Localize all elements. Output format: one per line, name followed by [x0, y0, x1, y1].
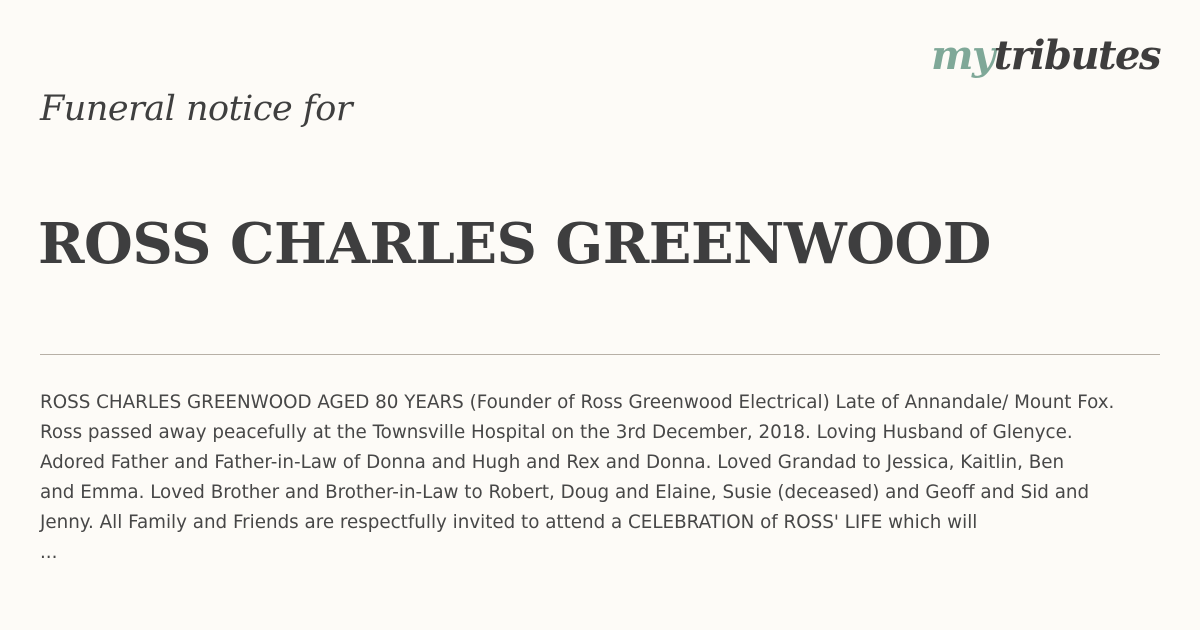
notice-line: and Emma. Loved Brother and Brother-in-Law to Robert, Doug and Elaine, Susie (deceased) and Geoff and Sid and: [40, 482, 1090, 503]
notice-body: [40, 388, 1196, 568]
notice-line: Jenny. All Family and Friends are respectfully invited to attend a CELEBRATION of ROSS' LIFE which will: [40, 512, 978, 533]
notice-line: Adored Father and Father-in-Law of Donna and Hugh and Rex and Donna. Loved Grandad to Jessica, Kaitlin, Ben: [40, 452, 1065, 473]
mytributes-logo[interactable]: [931, 32, 1160, 79]
notice-ellipsis: ...: [40, 542, 58, 563]
logo-my-text: my: [931, 32, 994, 79]
notice-subtitle: Funeral notice for: [40, 89, 353, 129]
logo-tributes-text: tributes: [993, 32, 1160, 79]
divider: [40, 354, 1160, 355]
notice-line: Ross passed away peacefully at the Townsville Hospital on the 3rd December, 2018. Loving Husband of Glenyce.: [40, 422, 1073, 443]
deceased-name: ROSS CHARLES GREENWOOD: [38, 211, 991, 277]
notice-line: ROSS CHARLES GREENWOOD AGED 80 YEARS (Founder of Ross Greenwood Electrical) Late of Annandale/ Mount Fox.: [40, 392, 1115, 413]
